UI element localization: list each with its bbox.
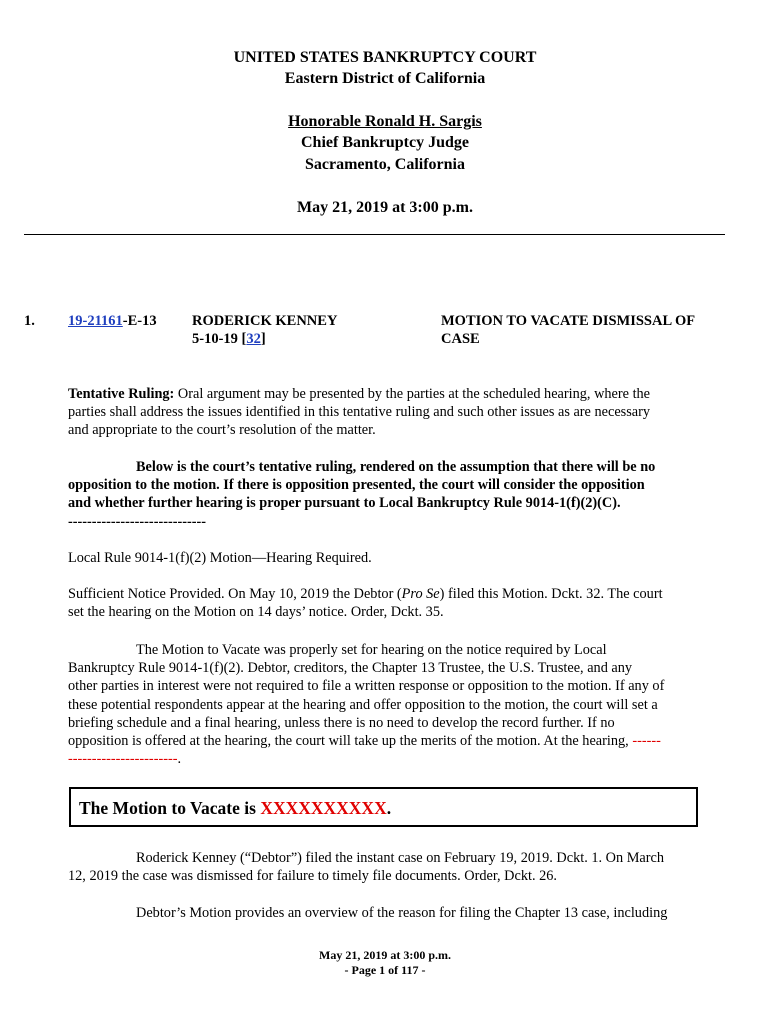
separator-dashes: ----------------------------- (68, 513, 207, 530)
footer-date: May 21, 2019 at 3:00 p.m. (319, 948, 451, 962)
docket-link[interactable]: 32 (246, 331, 261, 347)
debtor-name: RODERICK KENNEY (192, 313, 338, 329)
item-number: 1. (24, 313, 35, 329)
hearing-outcome-placeholder: ------ (632, 733, 661, 750)
case-number (68, 312, 157, 330)
ruling-placeholder: XXXXXXXXXX (260, 798, 387, 818)
vacate-paragraph: The Motion to Vacate was properly set for hearing on the notice required by Local Bankruptcy Rule 9014-1(f)(2). Debtor, creditors, the Chapter 13 Trustee, the U.S. Trustee, and any other parties in interest were not required to file a written response or opposition to the motion. If any of these potential respondents appear at the hearing and offer opposition to the motion, the court will set a briefing schedule and a final hearing, unless there is no need to develop the record further. If no opposition is offered at the hearing, the court will take up the merits of the motion. At the hearing, ------ -----------------------. (68, 642, 665, 768)
tentative-ruling-paragraph: Tentative Ruling: Oral argument may be presented by the parties at the scheduled hearing, where the parties shall address the issues identified in this tentative ruling and such other issues as are necessary and appropriate to the court’s resolution of the matter. (68, 386, 651, 439)
header-divider (24, 234, 725, 235)
hearing-date: May 21, 2019 at 3:00 p.m. (297, 199, 473, 216)
overview-paragraph: Debtor’s Motion provides an overview of the reason for filing the Chapter 13 case, including (136, 905, 668, 921)
facts-paragraph: Roderick Kenney (“Debtor”) filed the instant case on February 19, 2019. Dckt. 1. On March 12, 2019 the case was dismissed for failure to timely file documents. Order, Dckt. 26. (68, 850, 665, 885)
debtor-block (192, 312, 337, 348)
judge-name: Honorable Ronald H. Sargis (288, 113, 482, 130)
court-location: Sacramento, California (305, 156, 465, 173)
case-suffix: -E-13 (122, 313, 157, 329)
assumption-paragraph: Below is the court’s tentative ruling, rendered on the assumption that there will be no opposition to the motion. If there is opposition presented, the court will consider the opposition and whether further hearing is proper pursuant to Local Bankruptcy Rule 9014-1(f)(2)(C). ----------------------------- (68, 458, 704, 531)
ruling-statement: The Motion to Vacate is XXXXXXXXXX. (79, 798, 392, 818)
case-number-link[interactable]: 19-21161 (68, 313, 123, 329)
filed-date: 5-10-19 [32] (192, 331, 266, 347)
district-name: Eastern District of California (284, 70, 486, 87)
motion-title: MOTION TO VACATE DISMISSAL OF CASE (441, 313, 696, 347)
ruling-box (69, 787, 698, 827)
court-name: UNITED STATES BANKRUPTCY COURT (233, 49, 537, 66)
footer-page-number: - Page 1 of 117 - (344, 963, 426, 977)
tentative-label: Tentative Ruling: (68, 386, 175, 402)
local-rule-line: Local Rule 9014-1(f)(2) Motion—Hearing Required. (68, 550, 372, 566)
notice-paragraph: Sufficient Notice Provided. On May 10, 2019 the Debtor (Pro Se) filed this Motion. Dckt. 32. The court set the hearing on the Motion on 14 days’ notice. Order, Dckt. 35. (68, 586, 663, 621)
judge-title: Chief Bankruptcy Judge (300, 134, 470, 151)
